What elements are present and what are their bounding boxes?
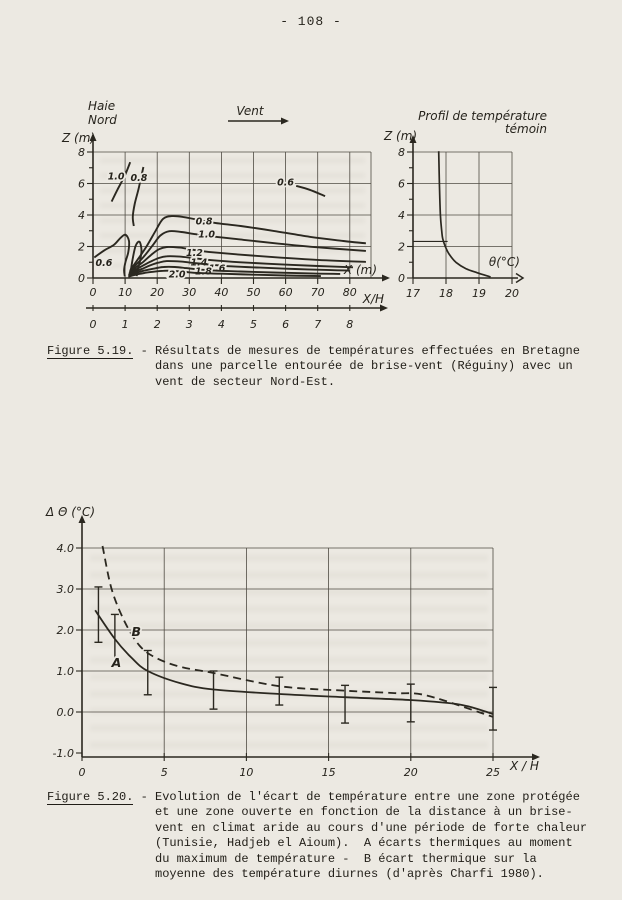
vent-arrow-head [281, 118, 289, 125]
xh-axis-title: X / H [510, 759, 539, 773]
xh-axis-title: X/H [362, 292, 384, 306]
contour-label: 1.2 [186, 247, 203, 259]
x-tick-label: 30 [182, 286, 197, 299]
z-axis-title: Z (m) [62, 131, 96, 145]
caption-line: moyenne des température diurnes (d'après Charfi 1980). [155, 867, 544, 882]
caption-line: du maximum de température - B écart thermique sur la [155, 851, 537, 866]
y-tick-label: 3.0 [56, 583, 74, 596]
caption-line [47, 344, 580, 359]
y-tick-label: 2.0 [56, 624, 74, 637]
x-tick-label: 10 [118, 286, 133, 299]
xh-tick-label: 0 [89, 318, 97, 331]
x-tick-label: 10 [239, 766, 254, 779]
x-tick-label: 20 [403, 766, 418, 779]
delta-theta-axis-title: Δ Θ (°C) [46, 505, 96, 519]
series-label-a: A [111, 654, 122, 670]
figure-5-19-caption [47, 344, 580, 390]
curve-b [103, 546, 494, 717]
x-tick-label: 5 [160, 766, 168, 779]
profile-z-tick-label: 0 [398, 272, 405, 285]
haie-nord-label: Nord [88, 113, 117, 127]
x-tick-label: 20 [150, 286, 165, 299]
figure-5-20-label: Figure 5.20. [47, 790, 134, 804]
contour-label: 0.6 [277, 177, 295, 189]
profile-z-tick-label: 6 [398, 177, 405, 191]
profile-curve [439, 151, 491, 277]
series-label-b: B [131, 624, 142, 640]
x-tick-label: 40 [214, 286, 229, 299]
contour-label: 1.6 [208, 263, 226, 275]
caption-text: - Evolution de l'écart de température entre une zone protégée [133, 790, 580, 804]
vent-label: Vent [236, 104, 264, 118]
z-tick-label: 6 [78, 177, 85, 191]
figure-5-20-caption [47, 790, 587, 882]
contour-label: 1.0 [107, 171, 125, 183]
theta-tick-label: 20 [505, 287, 519, 300]
x-axis-title: X (m) [343, 263, 377, 277]
caption-line [47, 790, 587, 805]
profile-z-axis-title: Z (m) [384, 129, 418, 143]
x-axis-arrow [382, 275, 390, 282]
theta-tick-label: 17 [406, 287, 420, 300]
profile-z-tick-label: 4 [398, 209, 405, 222]
x-tick-label: 60 [278, 286, 293, 299]
profile-z-tick-label: 8 [398, 146, 405, 159]
xh-tick-label: 8 [346, 318, 354, 331]
contour-label: 0.8 [195, 216, 213, 228]
contour-line [94, 235, 129, 277]
xh-tick-label: 6 [282, 318, 290, 331]
xh-tick-label: 4 [217, 318, 225, 331]
x-tick-label: 15 [321, 766, 336, 779]
xh-tick-label: 3 [185, 318, 193, 331]
z-tick-label: 2 [78, 240, 85, 254]
x-tick-label: 25 [486, 766, 500, 779]
figure-5-19-label: Figure 5.19. [47, 344, 134, 358]
z-tick-label: 0 [78, 272, 85, 285]
caption-line: dans une parcelle entourée de brise-vent (Réguiny) avec un [155, 359, 573, 374]
profile-title: témoin [504, 122, 547, 136]
haie-nord-label: Haie [88, 99, 116, 113]
y-tick-label: 1.0 [56, 665, 74, 678]
contour-label: 1.8 [195, 266, 212, 278]
profile-z-tick-label: 2 [398, 240, 405, 254]
xh-tick-label: 2 [153, 318, 161, 331]
contour-label: 2.0 [168, 269, 186, 281]
xh-tick-label: 5 [250, 318, 257, 331]
z-tick-label: 4 [78, 209, 85, 222]
contour-label: 1.0 [198, 229, 216, 241]
x-tick-label: 50 [246, 286, 261, 299]
xh-tick-label: 1 [121, 318, 129, 331]
theta-axis-title: θ(°C) [488, 255, 520, 269]
curve-a [95, 610, 493, 714]
y-tick-label: 0.0 [56, 706, 74, 719]
contour-label: 0.8 [130, 172, 148, 184]
contour-line [296, 186, 325, 196]
caption-line: et une zone ouverte en fonction de la distance à un brise- [155, 805, 573, 820]
x-tick-label: 0 [89, 286, 97, 299]
caption-line: vent en climat aride au cours d'une période de forte chaleur [155, 820, 588, 835]
caption-line: vent de secteur Nord-Est. [155, 374, 336, 389]
contour-label: 1.4 [190, 257, 208, 269]
theta-tick-label: 19 [472, 287, 486, 300]
xh-tick-label: 7 [314, 318, 322, 331]
x-tick-label: 70 [310, 286, 325, 299]
x-tick-label: 0 [78, 766, 86, 779]
theta-tick-label: 18 [439, 287, 453, 300]
contour-label: 0.6 [95, 258, 113, 270]
y-tick-label: -1.0 [52, 747, 74, 760]
z-tick-label: 8 [78, 146, 85, 159]
contour-line [129, 247, 366, 273]
page-number: - 108 - [280, 14, 342, 29]
caption-text: - Résultats de mesures de températures effectuées en Bretagne [133, 344, 580, 358]
x-tick-label: 80 [342, 286, 357, 299]
y-tick-label: 4.0 [56, 542, 74, 555]
caption-line: (Tunisie, Hadjeb el Aioum). A écarts thermiques au moment [155, 836, 573, 851]
profile-title: Profil de température [418, 109, 547, 123]
